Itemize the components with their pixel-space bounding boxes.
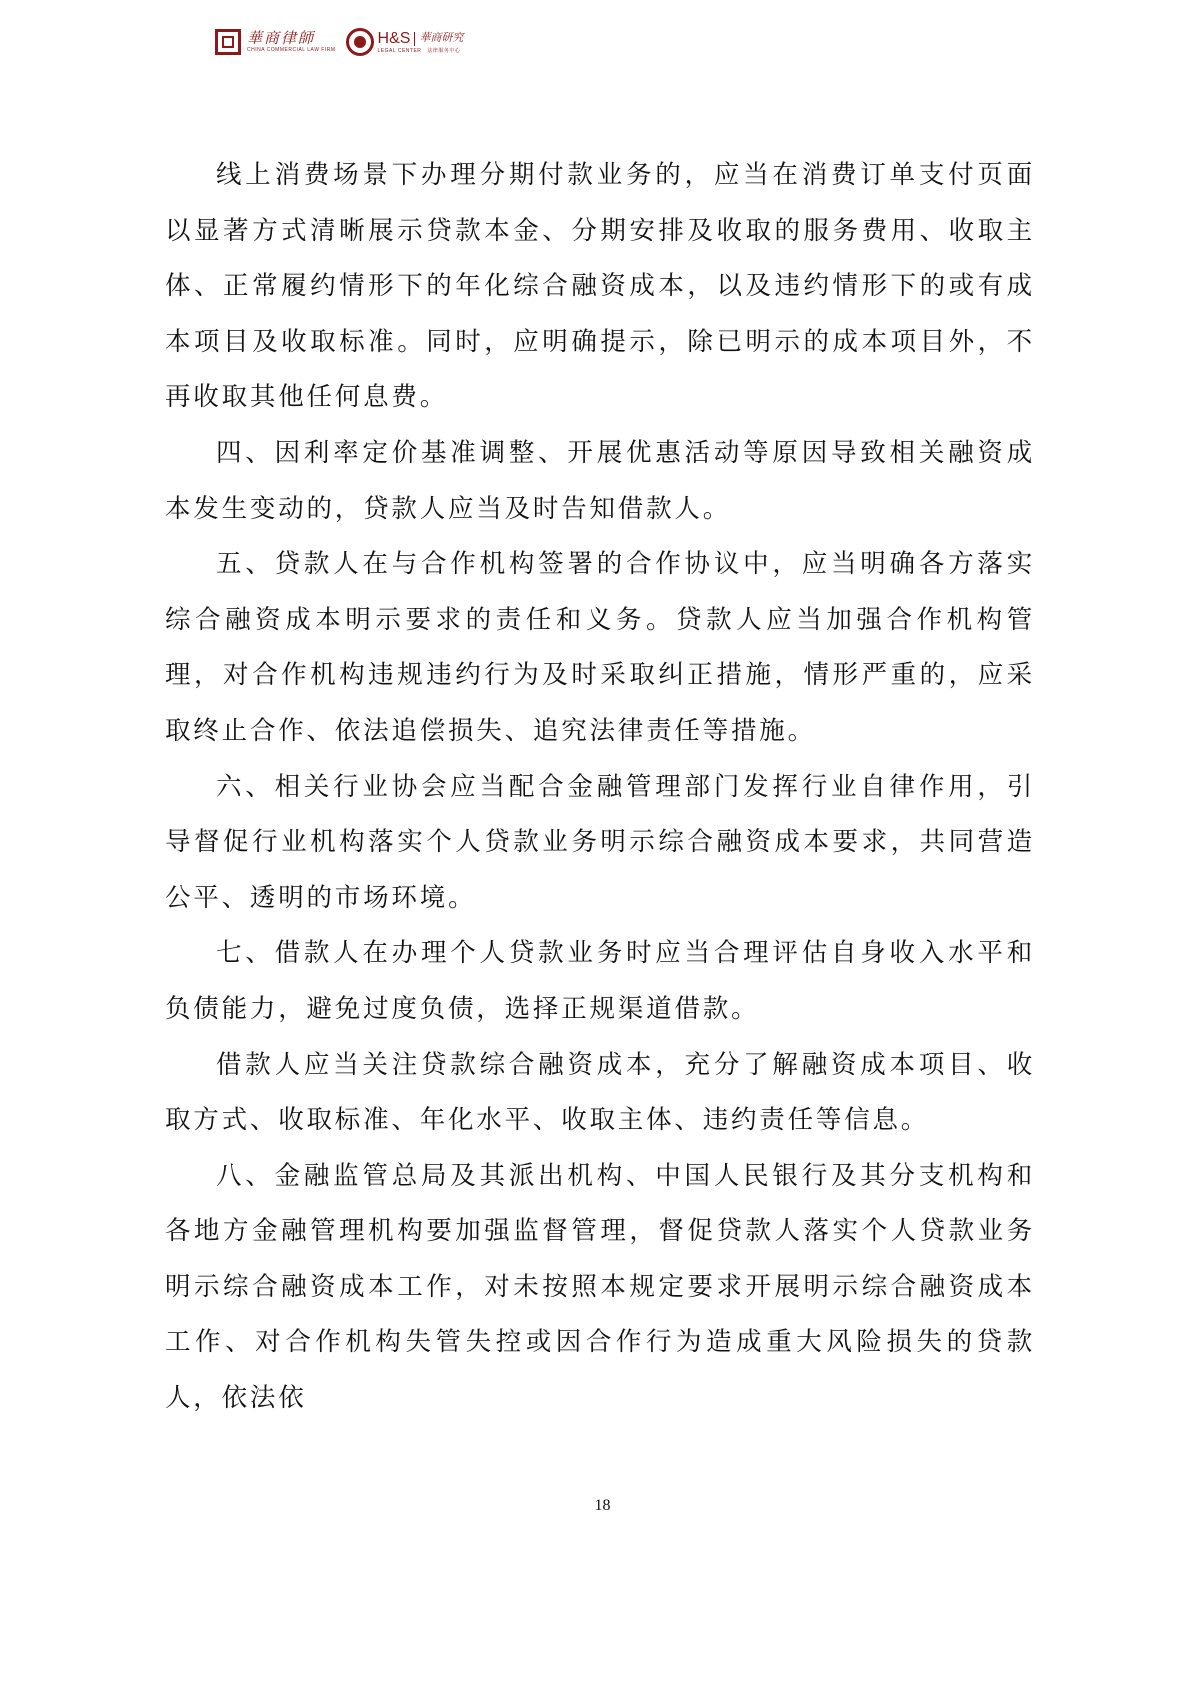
hs-logo-sub-en: LEGAL CENTER <box>377 47 422 54</box>
firm-logo-text <box>247 31 336 53</box>
hs-logo-main-row <box>378 31 464 47</box>
document-body <box>165 148 1035 1427</box>
paragraph: 借款人应当关注贷款综合融资成本，充分了解融资成本项目、收取方式、收取标准、年化水平、收取主体、违约责任等信息。 <box>165 1049 1035 1136</box>
page-number: 18 <box>594 1497 611 1514</box>
hs-logo-sub-cn: 法律服务中心 <box>427 47 461 54</box>
hs-logo-icon-inner <box>354 36 366 48</box>
firm-logo-en: CHINA COMMERCIAL LAW FIRM <box>247 47 336 53</box>
page-header <box>215 22 463 62</box>
hs-logo-sub-row <box>378 49 464 54</box>
paragraph: 六、相关行业协会应当配合金融管理部门发挥行业自律作用，引导督促行业机构落实个人贷款业务明示综合融资成本要求，共同营造公平、透明的市场环境。 <box>165 771 1035 913</box>
hs-logo-icon <box>346 28 374 56</box>
hs-logo-cn: 華商研究 <box>419 32 464 44</box>
hs-logo-divider <box>414 32 415 46</box>
hs-logo-main: H&S <box>377 29 411 47</box>
paragraph: 线上消费场景下办理分期付款业务的，应当在消费订单支付页面以显著方式清晰展示贷款本金、分期安排及收取的服务费用、收取主体、正常履约情形下的年化综合融资成本，以及违约情形下的或有成本项目及收取标准。同时，应明确提示，除已明示的成本项目外，不再收取其他任何息费。 <box>165 160 1035 413</box>
hs-legal-logo <box>346 28 464 56</box>
firm-logo-icon <box>215 29 241 55</box>
paragraph: 七、借款人在办理个人贷款业务时应当合理评估自身收入水平和负债能力，避免过度负债，选择正规渠道借款。 <box>165 938 1035 1024</box>
firm-logo-icon-inner <box>222 36 234 48</box>
hs-logo-text <box>378 31 464 54</box>
paragraph: 五、贷款人在与合作机构签署的合作协议中，应当明确各方落实综合融资成本明示要求的责任和义务。贷款人应当加强合作机构管理，对合作机构违规违约行为及时采取纠正措施，情形严重的，应采取终止合作、依法追偿损失、追究法律责任等措施。 <box>165 549 1035 746</box>
paragraph: 四、因利率定价基准调整、开展优惠活动等原因导致相关融资成本发生变动的，贷款人应当及时告知借款人。 <box>165 437 1035 524</box>
firm-logo <box>215 29 336 55</box>
firm-logo-cn: 華商律師 <box>247 29 316 47</box>
paragraph: 八、金融监管总局及其派出机构、中国人民银行及其分支机构和各地方金融管理机构要加强监督管理，督促贷款人落实个人贷款业务明示综合融资成本工作，对未按照本规定要求开展明示综合融资成本工作、对合作机构失管失控或因合作行为造成重大风险损失的贷款人，依法依 <box>165 1160 1035 1414</box>
